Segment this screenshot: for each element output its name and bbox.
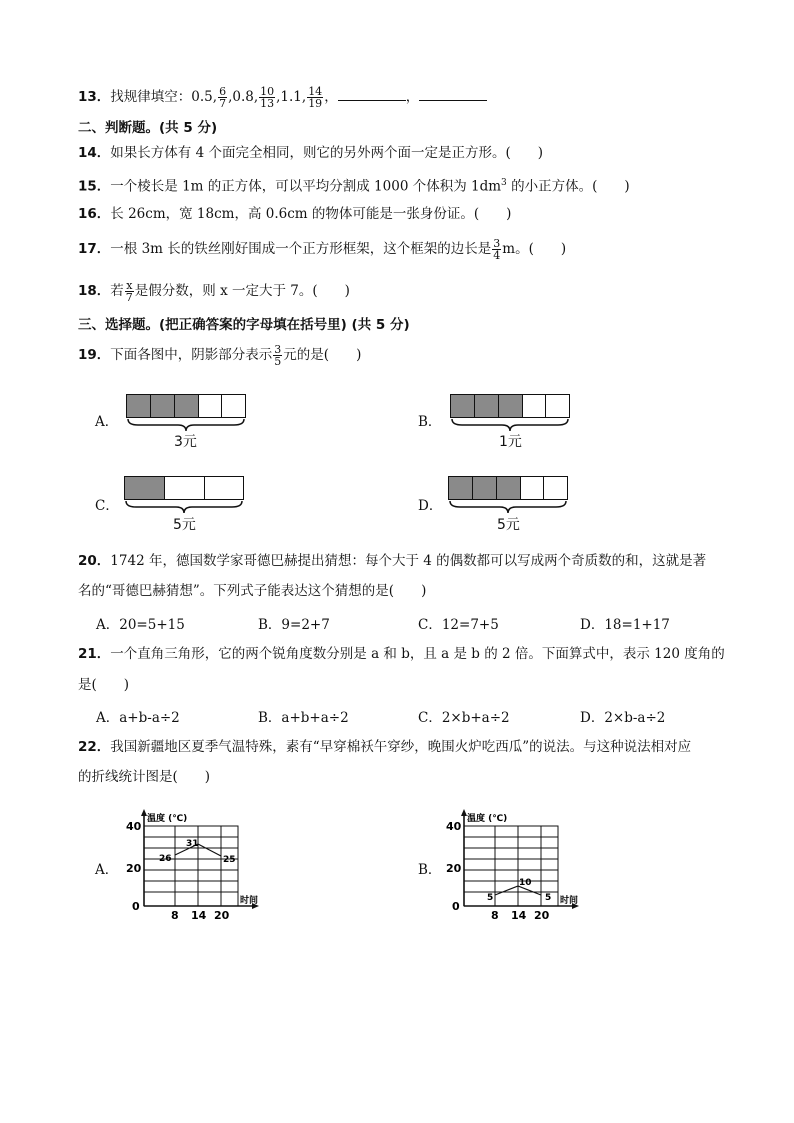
x-axis-title: 时间 [560,896,579,906]
x-tick: 8 [171,909,179,922]
option-b-bar [450,394,570,418]
x-tick: 8 [491,909,499,922]
q22-chart-a [120,806,270,924]
answer-blank[interactable] [419,88,487,101]
section-title-judgement: 二、判断题。(共 5 分) [78,120,218,136]
question-15: 15．一个棱长是 1m 的正方体，可以平均分割成 1000 个体积为 $1dm^3$ 的小正方体。( ) [78,178,630,195]
option-c-bar [124,476,244,500]
section-title-choice: 三、选择题。(把正确答案的字母填在括号里) (共 5 分) [78,317,410,333]
x-tick: 20 [214,909,230,922]
q22-option-b-label[interactable]: B． [418,862,442,878]
data-label: 31 [186,839,199,849]
y-tick: 20 [446,862,462,875]
fraction: $\frac{14}{19}$ [308,85,323,110]
option-b-caption: 1元 [499,434,522,450]
question-17: 17．一根 3m 长的铁丝刚好围成一个正方形框架，这个框架的边长是 $\frac{3}{4}$ m。( ) [78,237,567,262]
x-tick: 20 [534,909,550,922]
brace-icon [126,418,246,432]
q21-option-a[interactable]: A．a+b-a÷2 [96,710,180,726]
fraction: $\frac{3}{5}$ [274,343,282,368]
y-axis-title: 温度 (℃) [147,814,188,824]
question-text: 找规律填空： [110,89,192,105]
x-axis-title: 时间 [240,896,259,906]
x-tick: 14 [511,909,527,922]
q21-option-b[interactable]: B．a+b+a÷2 [258,710,349,726]
data-label: 5 [487,893,494,903]
question-19: 19．下面各图中，阴影部分表示 $\frac{3}{5}$ 元的是( ) [78,343,362,368]
brace-icon [448,500,568,514]
question-21-line-2: 是( ) [78,677,130,693]
fraction: $\frac{3}{4}$ [493,237,501,262]
answer-blank[interactable] [338,88,406,101]
brace-icon [450,418,570,432]
question-20-line-1: 20．1742 年，德国数学家哥德巴赫提出猜想：每个大于 4 的偶数都可以写成两个奇质数的和，这就是著 [78,553,707,569]
brace-icon [124,500,244,514]
option-d-caption: 5元 [497,517,520,533]
data-label: 26 [159,854,172,864]
option-c-caption: 5元 [173,517,196,533]
option-c-label[interactable]: C． [95,498,119,514]
data-label: 10 [519,878,532,888]
q21-option-c[interactable]: C．2×b+a÷2 [418,710,510,726]
y-axis-title: 温度 (℃) [467,814,508,824]
q21-option-d[interactable]: D．2×b-a÷2 [580,710,666,726]
option-d-label[interactable]: D． [418,498,443,514]
fraction: $\frac{x}{7}$ [125,279,133,304]
question-number: 13． [78,89,111,105]
question-18: 18．若 $\frac{x}{7}$ 是假分数，则 x 一定大于 7。( ) [78,279,350,304]
option-a-bar [126,394,246,418]
y-tick: 0 [452,900,460,913]
y-tick: 20 [126,862,142,875]
question-text: 长 26cm，宽 18cm，高 0.6cm 的物体可能是一张身份证。( ) [110,206,512,222]
option-a-caption: 3元 [174,434,197,450]
question-20-line-2: 名的“哥德巴赫猜想”。下列式子能表达这个猜想的是( ) [78,583,427,599]
q20-option-d[interactable]: D．18=1+17 [580,617,670,633]
q20-option-a[interactable]: A．20=5+15 [96,617,185,633]
question-22-line-2: 的折线统计图是( ) [78,769,211,785]
q22-option-a-label[interactable]: A． [95,862,119,878]
question-14: 14．如果长方体有 4 个面完全相同，则它的另外两个面一定是正方形。( ) [78,145,544,161]
fraction: $\frac{6}{7}$ [219,85,227,110]
fraction: $\frac{10}{13}$ [260,85,275,110]
question-text: 如果长方体有 4 个面完全相同，则它的另外两个面一定是正方形。( ) [110,145,544,161]
data-label: 25 [223,855,236,865]
q22-chart-b [440,806,590,924]
question-13: 13．找规律填空：0.5, $\frac{6}{7}$ ,0.8, $\frac{10}{13}$ ,1.1, $\frac{14}{19}$ ， ， [78,86,487,109]
y-tick: 0 [132,900,140,913]
option-d-bar [448,476,568,500]
y-tick: 40 [446,820,462,833]
question-21-line-1: 21．一个直角三角形，它的两个锐角度数分别是 a 和 b，且 a 是 b 的 2 倍。下面算式中，表示 120 度角的 [78,646,725,662]
question-22-line-1: 22．我国新疆地区夏季气温特殊，素有“早穿棉袄午穿纱，晚围火炉吃西瓜”的说法。与这种说法相对应 [78,739,692,755]
option-a-label[interactable]: A． [95,414,119,430]
option-b-label[interactable]: B． [418,414,442,430]
x-tick: 14 [191,909,207,922]
q20-option-b[interactable]: B．9=2+7 [258,617,330,633]
y-tick: 40 [126,820,142,833]
q20-option-c[interactable]: C．12=7+5 [418,617,499,633]
data-label: 5 [545,893,552,903]
question-16: 16．长 26cm，宽 18cm，高 0.6cm 的物体可能是一张身份证。( ) [78,206,512,222]
